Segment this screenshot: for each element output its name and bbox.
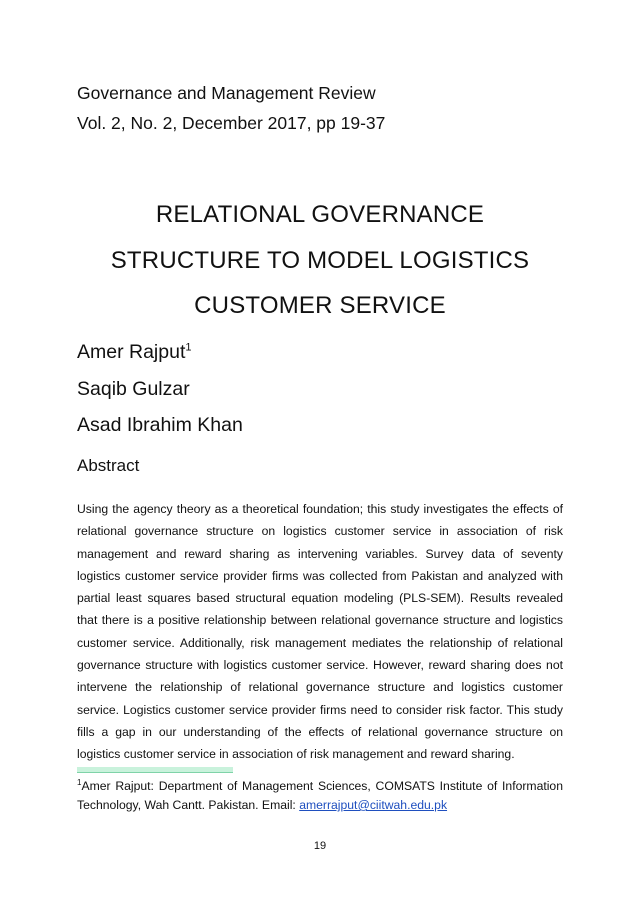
- title-line: RELATIONAL GOVERNANCE: [155, 201, 485, 228]
- abstract-body: Using the agency theory as a theoretical foundation; this study investigates the effects of relational governance structure on logistics customer service in association of risk management and reward sharing as intervening variables. Survey data of seventy logistics customer service provider firms was collected from Pakistan and analyzed with partial least squares based structural equation modeling (PLS-SEM). Results revealed that there is a positive relationship between relational governance structure and logistics customer service. Additionally, risk management mediates the relationship of relational governance structure with logistics customer service. However, reward sharing does not intervene the relationship of relational governance structure and logistics customer service. Logistics customer service provider firms need to consider risk factor. This study fills a gap in our understanding of the effects of relational governance structure on logistics customer service in association of risk management and reward sharing.: [77, 502, 563, 762]
- journal-header: [77, 78, 385, 138]
- footnote-separator: [77, 772, 233, 773]
- author-name: Asad Ibrahim Khan: [77, 414, 243, 436]
- author-name: Amer Rajput$^1$: [77, 341, 192, 363]
- author-list: [77, 334, 243, 444]
- title-line: STRUCTURE TO MODEL LOGISTICS: [110, 246, 530, 274]
- footnote: [77, 777, 563, 815]
- footnote-text: Amer Rajput: Department of Management Sciences, COMSATS Institute of Information Technology, Wah Cantt. Pakistan. Email:: [77, 779, 563, 812]
- email-link[interactable]: amerrajput@ciitwah.edu.pk: [299, 798, 448, 812]
- paper-title: [40, 192, 600, 329]
- journal-name: Governance and Management Review: [77, 83, 376, 103]
- journal-volume: Vol. 2, No. 2, December 2017, pp 19-37: [77, 113, 386, 133]
- footnote-mark: 1: [77, 777, 82, 787]
- title-line: CUSTOMER SERVICE: [194, 292, 446, 319]
- author-name: Saqib Gulzar: [77, 377, 190, 400]
- abstract-heading: Abstract: [77, 456, 140, 475]
- affiliation-mark: 1: [185, 341, 192, 354]
- page-number: 19: [313, 840, 327, 852]
